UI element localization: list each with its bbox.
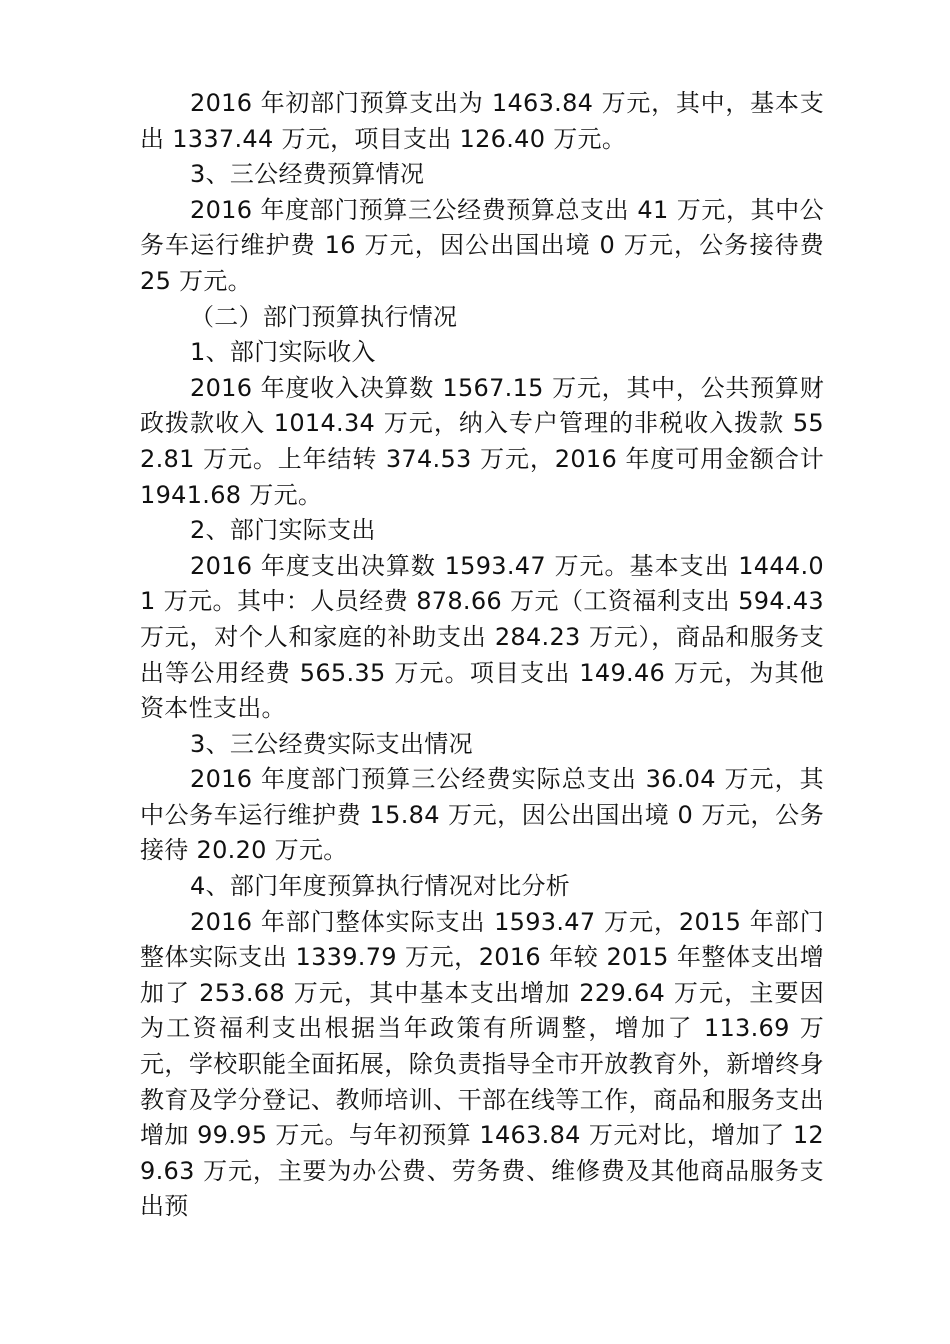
- document-page: [140, 86, 824, 1225]
- paragraph-initial-budget: 2016 年初部门预算支出为 1463.84 万元，其中，基本支出 1337.44 万元，项目支出 126.40 万元。: [140, 89, 824, 153]
- paragraph-three-public-actual: 2016 年度部门预算三公经费实际总支出 36.04 万元，其中公务车运行维护费 15.84 万元，因公出国出境 0 万元，公务接待 20.20 万元。: [140, 765, 824, 865]
- heading-three-public-budget: 3、三公经费预算情况: [190, 160, 425, 189]
- heading-budget-execution: （二）部门预算执行情况: [190, 302, 458, 331]
- heading-actual-expenditure: 2、部门实际支出: [190, 516, 376, 545]
- paragraph-three-public-budget: 2016 年度部门预算三公经费预算总支出 41 万元，其中公务车运行维护费 16 万元，因公出国出境 0 万元，公务接待费 25 万元。: [140, 195, 824, 295]
- paragraph-actual-expenditure: 2016 年度支出决算数 1593.47 万元。基本支出 1444.01 万元。其中：人员经费 878.66 万元（工资福利支出 594.43 万元，对个人和家庭的补助支出 284.23 万元），商品和服务支出等公用经费 565.35 万元。项目支出 149.46 万元，为其他资本性支出。: [140, 551, 824, 723]
- heading-comparison-analysis: 4、部门年度预算执行情况对比分析: [190, 872, 571, 901]
- heading-actual-income: 1、部门实际收入: [190, 338, 376, 367]
- paragraph-actual-income: 2016 年度收入决算数 1567.15 万元，其中，公共预算财政拨款收入 1014.34 万元，纳入专户管理的非税收入拨款 552.81 万元。上年结转 374.53 万元，2016 年度可用金额合计 1941.68 万元。: [140, 373, 824, 509]
- paragraph-comparison-analysis: 2016 年部门整体实际支出 1593.47 万元，2015 年部门整体实际支出 1339.79 万元，2016 年较 2015 年整体支出增加了 253.68 万元，其中基本支出增加 229.64 万元，主要因为工资福利支出根据当年政策有所调整，增加了 113.69 万元，学校职能全面拓展，除负责指导全市开放教育外，新增终身教育及学分登记、教师培训、干部在线等工作，商品和服务支出增加 99.95 万元。与年初预算 1463.84 万元对比，增加了 129.63 万元，主要为办公费、劳务费、维修费及其他商品服务支出预: [140, 907, 824, 1221]
- heading-three-public-actual: 3、三公经费实际支出情况: [190, 729, 473, 758]
